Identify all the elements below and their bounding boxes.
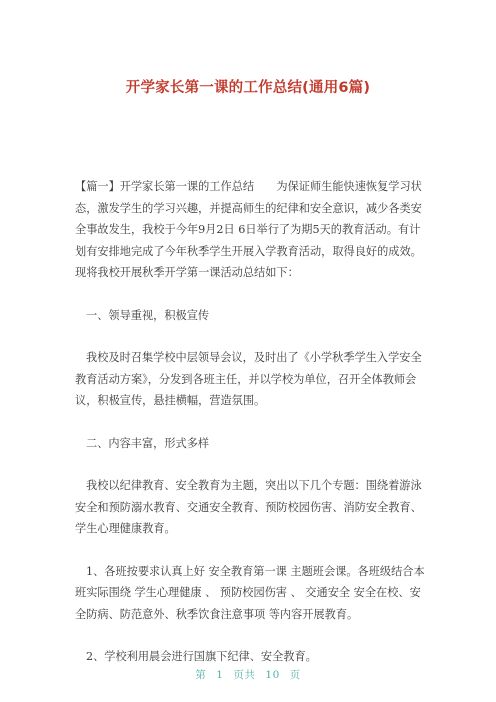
- footer-page-number: 1: [216, 669, 224, 681]
- section-heading-2: 二、内容丰富，形式多样: [86, 436, 210, 450]
- section-paragraph-2: 我校以纪律教育、安全教育为主题，突出以下几个专题：围绕着游泳安全和预防溺水教育、交通安全教育、预防校园伤害、消防安全教育、学生心理健康教育。: [75, 479, 422, 535]
- footer-page-unit: 页: [289, 669, 301, 681]
- page-footer: [0, 667, 496, 682]
- document-title: 开学家长第一课的工作总结(通用6篇): [125, 80, 371, 96]
- list-item-2: 2、学校利用晨会进行国旗下纪律、安全教育。: [86, 650, 317, 663]
- footer-page-of: 页共: [233, 669, 256, 681]
- list-item-1: 1、各班按要求认真上好 安全教育第一课 主题班会课。各班级结合本班实际围绕 学生心理健康 、 预防校园伤害 、 交通安全 安全在校、安全防病、防范意外、秋季饮食注意事项 等内容开展教育。: [75, 564, 425, 621]
- intro-paragraph: 【篇一】开学家长第一课的工作总结 为保证师生能快速恢复学习状态，激发学生的学习兴趣，并提高师生的纪律和安全意识，减少各类安全事故发生，我校于今年9月2日 6日举行了为期5天的教育活动。有计划有安排地完成了今年秋季学生开展入学教育活动，取得良好的成效。现将我校开展秋季开学第一课活动总结如下：: [75, 180, 422, 279]
- footer-page-label: 第: [195, 669, 207, 681]
- section-paragraph-1: 我校及时召集学校中层领导会议，及时出了《小学秋季学生入学安全教育活动方案》，分发到各班主任，并以学校为单位，召开全体教师会议，积极宣传，悬挂横幅，营造氛围。: [75, 351, 422, 407]
- footer-page-total: 10: [265, 669, 280, 681]
- document-body: [75, 176, 430, 668]
- section-heading-1: 一、领导重视，积极宣传: [86, 308, 210, 322]
